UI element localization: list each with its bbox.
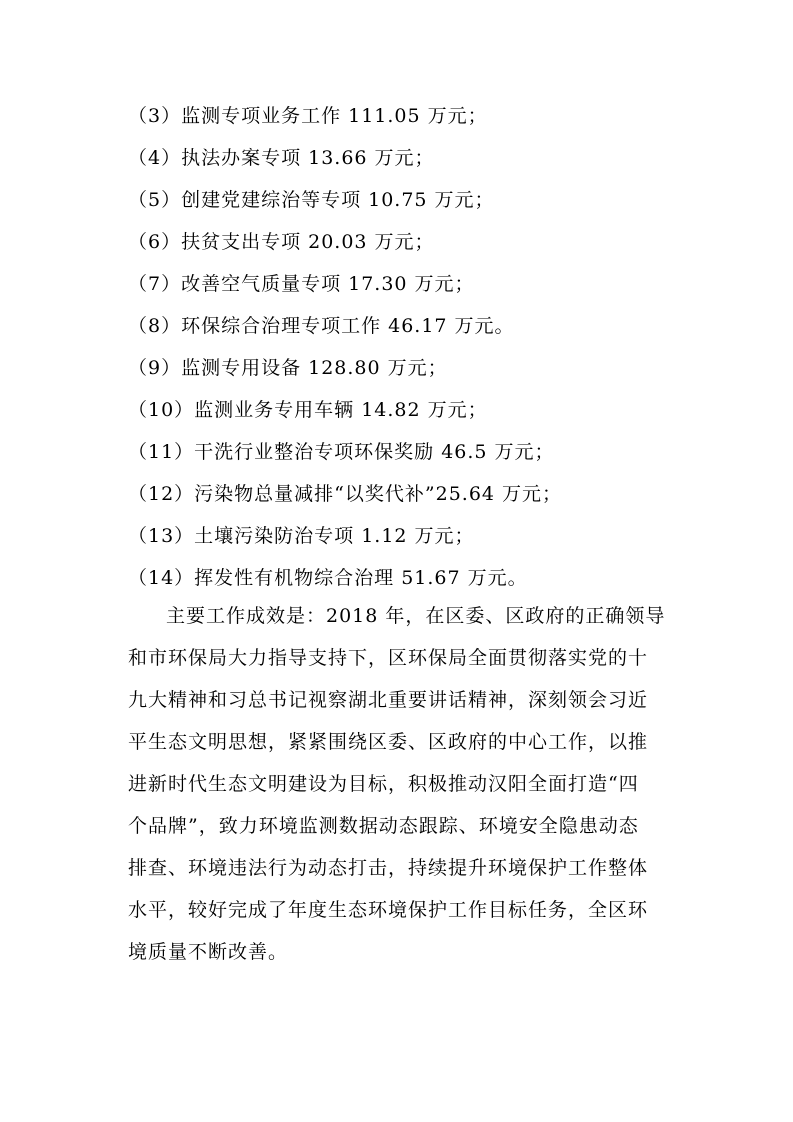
summary-line-9: 境质量不断改善。	[128, 941, 289, 963]
list-item-8: （8）环保综合治理专项工作 46.17 万元。	[128, 315, 515, 337]
list-item-12: （12）污染物总量减排“以奖代补”25.64 万元；	[128, 483, 563, 505]
summary-line-6: 个品牌”，致力环境监测数据动态跟踪、环境安全隐患动态	[128, 815, 639, 837]
summary-line-4: 平生态文明思想，紧紧围绕区委、区政府的中心工作，以推	[128, 731, 649, 753]
summary-line-7: 排查、环境违法行为动态打击，持续提升环境保护工作整体	[128, 857, 649, 879]
summary-line-2: 和市环保局大力指导支持下，区环保局全面贯彻落实党的十	[128, 647, 649, 669]
list-item-7: （7）改善空气质量专项 17.30 万元；	[128, 273, 475, 295]
summary-line-8: 水平，较好完成了年度生态环境保护工作目标任务，全区环	[128, 899, 649, 921]
list-item-11: （11）干洗行业整治专项环保奖励 46.5 万元；	[128, 441, 555, 463]
list-item-14: （14）挥发性有机物综合治理 51.67 万元。	[128, 567, 528, 589]
list-item-13: （13）土壤污染防治专项 1.12 万元；	[128, 525, 475, 547]
summary-line-5: 进新时代生态文明建设为目标，积极推动汉阳全面打造“四	[128, 773, 639, 795]
list-item-3: （3）监测专项业务工作 111.05 万元；	[128, 105, 488, 127]
list-item-10: （10）监测业务专用车辆 14.82 万元；	[128, 399, 488, 421]
summary-line-1: 主要工作成效是：2018 年，在区委、区政府的正确领导	[166, 605, 666, 627]
list-item-4: （4）执法办案专项 13.66 万元；	[128, 147, 435, 169]
list-item-5: （5）创建党建综治等专项 10.75 万元；	[128, 189, 495, 211]
list-item-9: （9）监测专用设备 128.80 万元；	[128, 357, 448, 379]
list-item-6: （6）扶贫支出专项 20.03 万元；	[128, 231, 435, 253]
summary-line-3: 九大精神和习总书记视察湖北重要讲话精神，深刻领会习近	[128, 689, 649, 711]
